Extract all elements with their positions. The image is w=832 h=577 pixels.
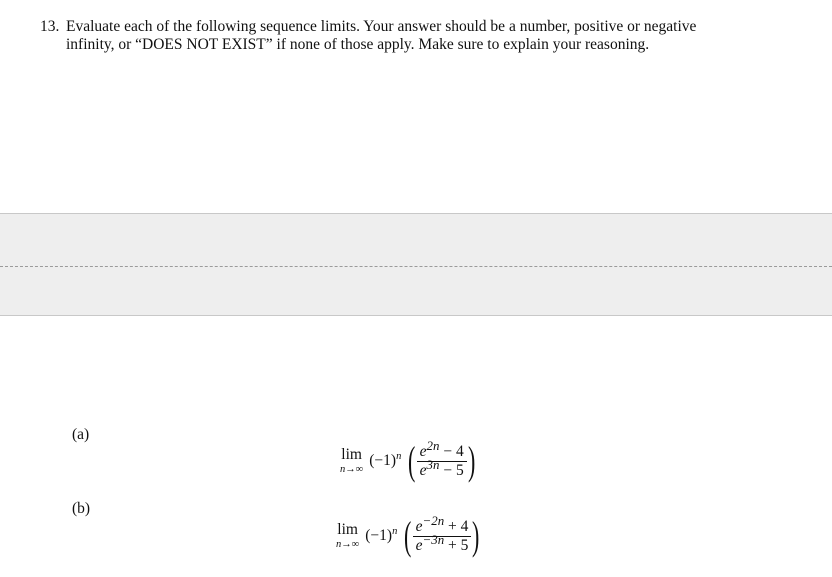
- left-paren: (: [404, 513, 412, 558]
- denominator: $e^{3n} - 5$: [419, 456, 464, 479]
- part-a-label: (a): [72, 426, 90, 443]
- alternating-factor: $(-1)^n$: [365, 525, 398, 544]
- dashed-divider: [0, 266, 832, 267]
- limit-operator: lim n→∞: [340, 446, 364, 475]
- question-number: 13.: [40, 18, 60, 35]
- question-line-2: infinity, or “DOES NOT EXIST” if none of those apply. Make sure to explain your reasoning.: [66, 36, 650, 53]
- numerator: $e^{-2n} + 4$: [415, 512, 469, 535]
- part-b-expression: [336, 512, 483, 558]
- answer-separator-band: [0, 213, 832, 316]
- question-line-1: 13. Evaluate each of the following sequence limits. Your answer should be a number, positive or negative: [40, 18, 697, 35]
- part-a-expression: [340, 437, 478, 483]
- fraction: [413, 512, 472, 555]
- right-paren: ): [467, 438, 476, 483]
- left-paren: (: [408, 438, 416, 483]
- part-b-label: (b): [72, 500, 91, 517]
- denominator: $e^{-3n} + 5$: [415, 531, 469, 554]
- alternating-factor: $(-1)^n$: [369, 450, 402, 469]
- right-paren: ): [472, 513, 480, 558]
- question-text: [40, 18, 780, 54]
- fraction: [417, 437, 467, 480]
- limit-operator: lim n→∞: [336, 521, 360, 550]
- numerator: $e^{2n} - 4$: [419, 437, 464, 460]
